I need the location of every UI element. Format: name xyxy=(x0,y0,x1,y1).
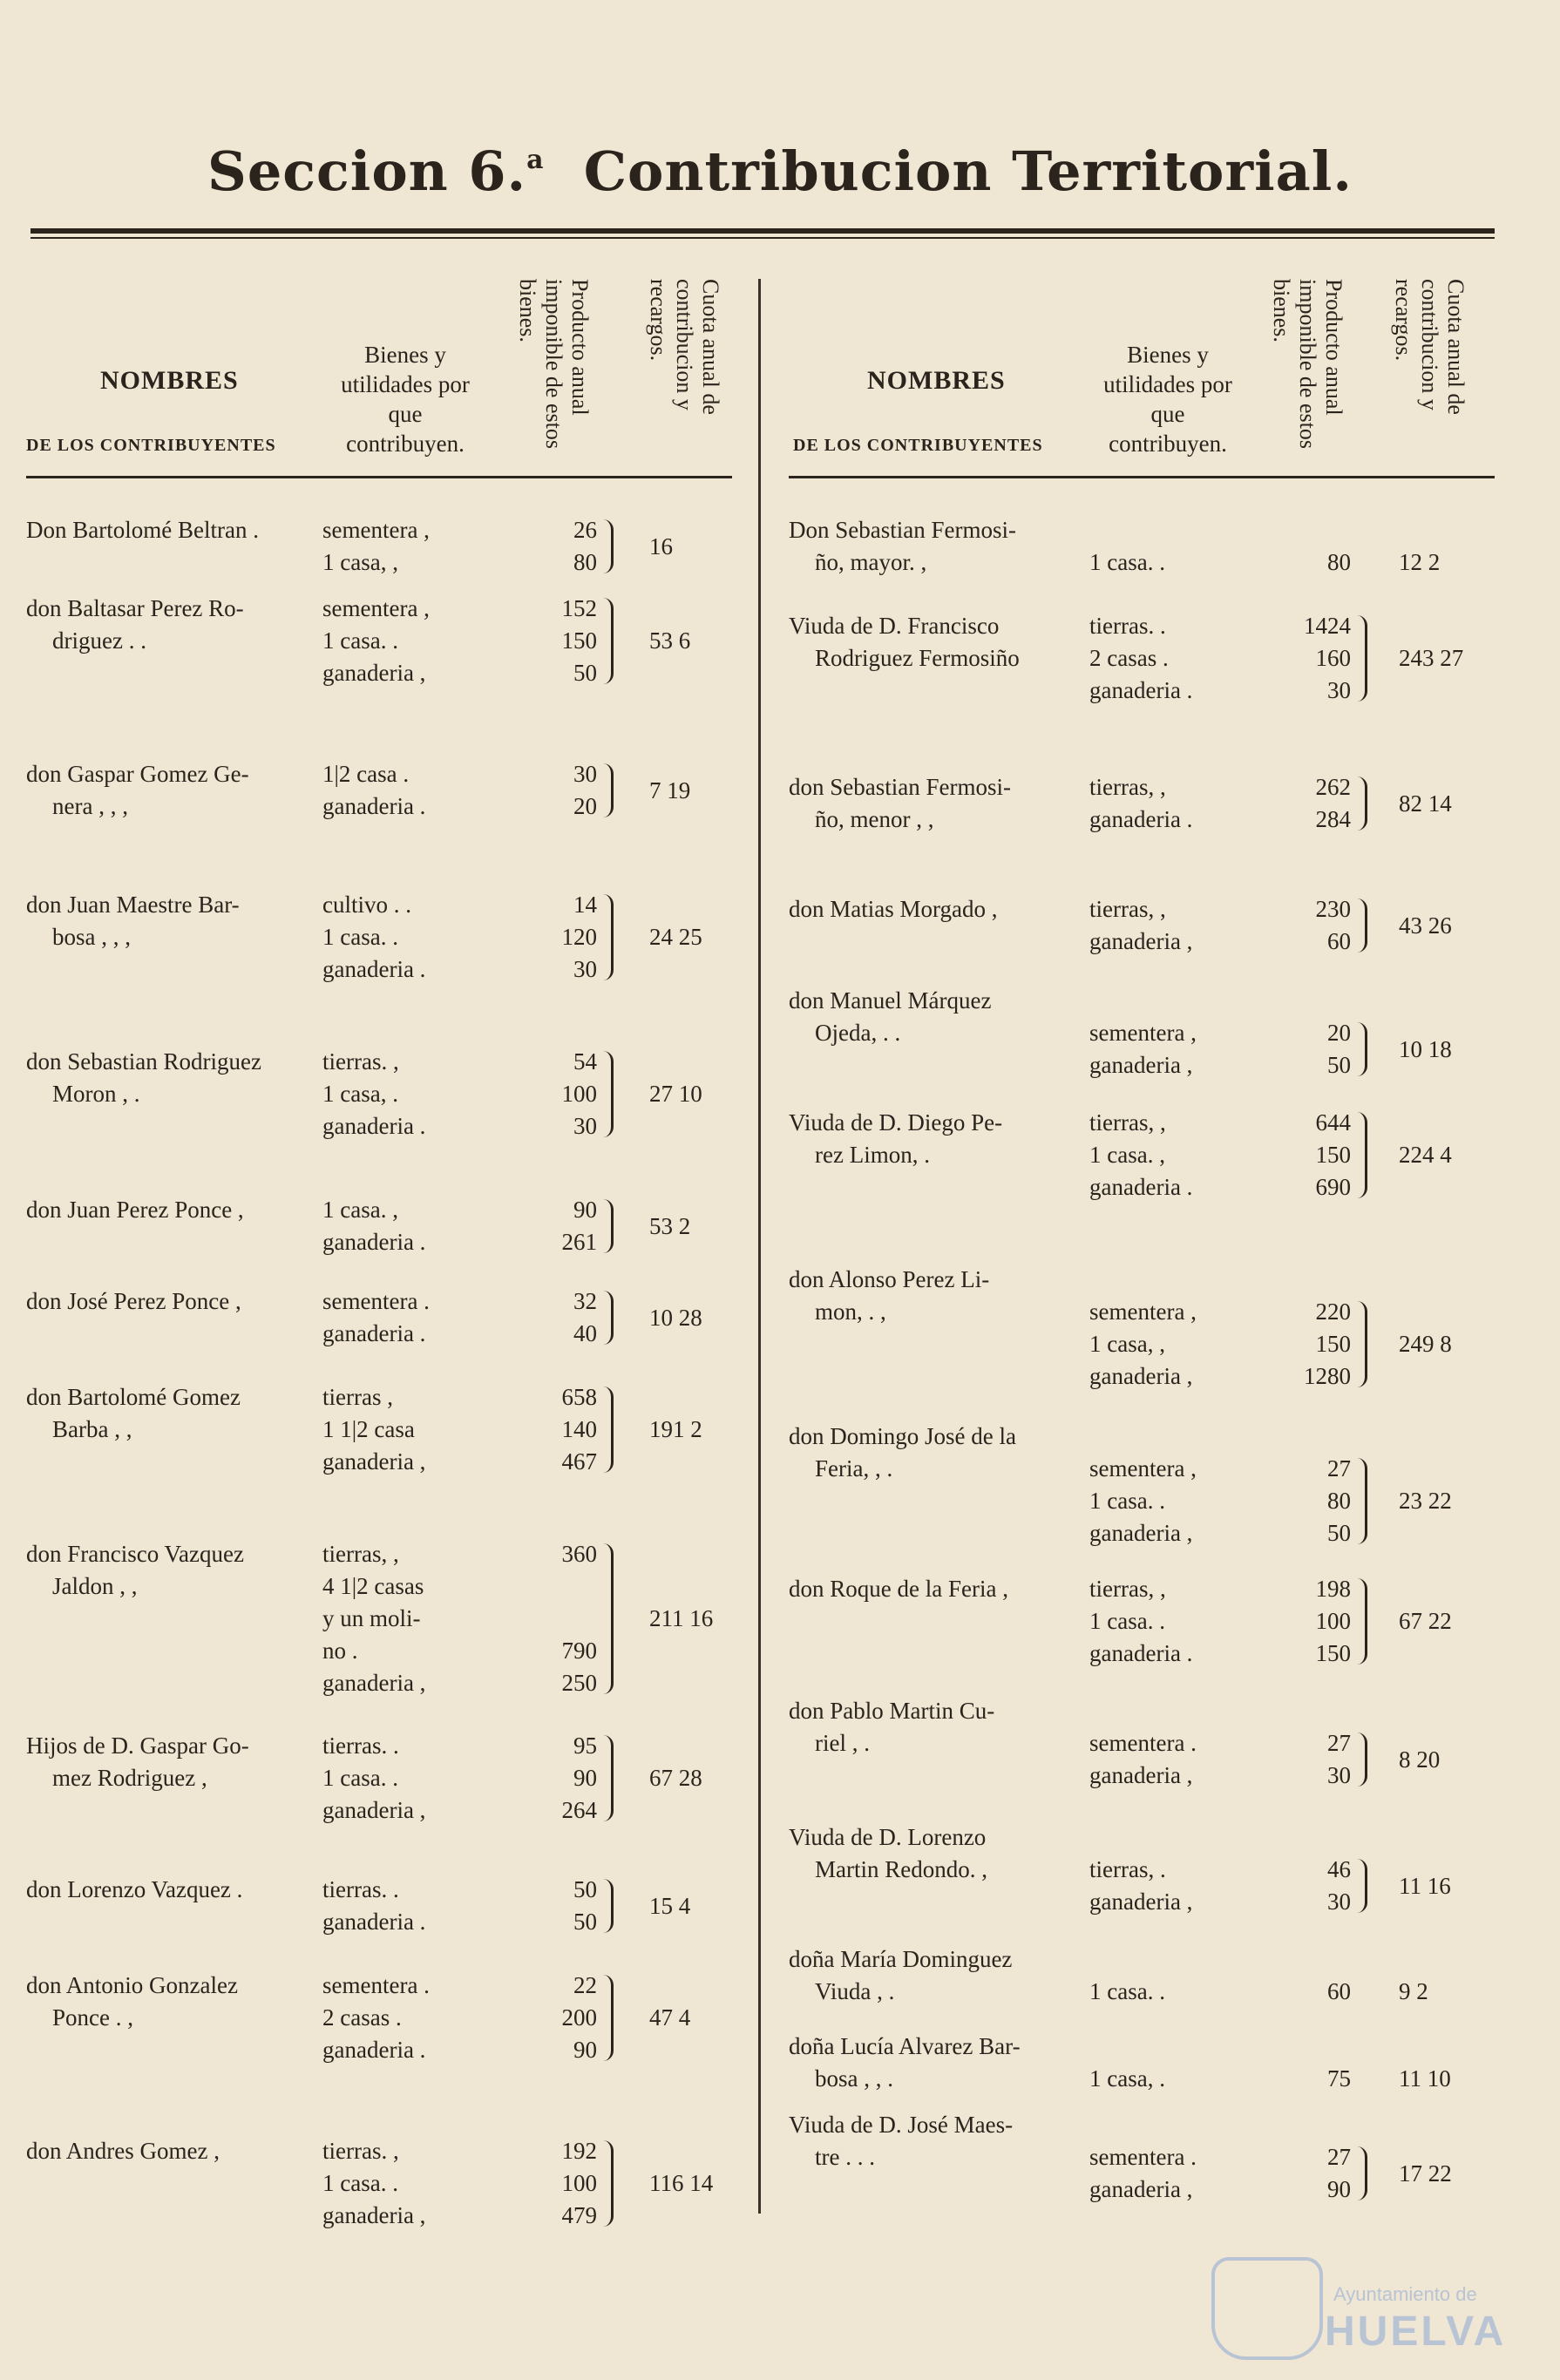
contributor-name-line: mon, . , xyxy=(815,1298,886,1325)
contributor-name xyxy=(26,593,322,657)
bracket-icon xyxy=(599,1291,614,1345)
header-nombres: NOMBRES xyxy=(100,366,239,395)
product-value: 261 xyxy=(561,1229,597,1255)
product-value: 150 xyxy=(561,627,597,654)
property-item: tierras. . xyxy=(322,1876,399,1902)
product-value: 22 xyxy=(573,1972,597,1998)
contributor-name-line: Martin Redondo. , xyxy=(815,1856,987,1882)
property-item: tierras, , xyxy=(1089,1576,1166,1602)
product-value: 690 xyxy=(1315,1174,1351,1200)
product-value: 30 xyxy=(1327,1762,1351,1788)
property-item: ganaderia , xyxy=(1089,1052,1193,1078)
annual-quota: 211 16 xyxy=(649,1605,714,1631)
contributor-name-line: Don Bartolomé Beltran . xyxy=(26,517,259,543)
contributor-name xyxy=(26,1538,322,1603)
property-item: cultivo . . xyxy=(322,892,411,918)
contributor-name-line: Rodriguez Fermosiño xyxy=(815,645,1020,671)
property-item: 1 casa. . xyxy=(322,2170,398,2196)
product-value: 152 xyxy=(561,595,597,621)
bracket-icon xyxy=(599,763,614,817)
page-title xyxy=(0,139,1560,203)
contributor-name-line: bosa , , , xyxy=(52,924,131,950)
product-value: 14 xyxy=(573,892,597,918)
contributor-name-line: don Francisco Vazquez xyxy=(26,1541,244,1567)
contributor-name-line: tre . . . xyxy=(815,2144,875,2170)
property-item: 4 1|2 casas xyxy=(322,1573,424,1599)
annual-quota: 10 28 xyxy=(649,1304,702,1331)
contributor-name-line: don Andres Gomez , xyxy=(26,2138,220,2164)
bracket-icon xyxy=(599,894,614,980)
product-value: 90 xyxy=(573,1765,597,1791)
annual-quota: 27 10 xyxy=(649,1081,702,1107)
property-item: tierras. , xyxy=(322,1048,399,1075)
property-item: ganaderia , xyxy=(322,1448,426,1475)
annual-quota: 11 10 xyxy=(1399,2065,1451,2092)
product-value: 80 xyxy=(1327,549,1351,575)
bracket-icon xyxy=(599,1387,614,1473)
bracket-icon xyxy=(1353,615,1367,702)
property-item: 1 casa. . xyxy=(1089,1608,1165,1634)
contributor-name-line: Viuda de D. Lorenzo xyxy=(789,1824,987,1850)
property-item: ganaderia , xyxy=(322,1670,426,1696)
contributor-name-line: Viuda de D. Francisco xyxy=(789,613,1000,639)
product-value: 479 xyxy=(561,2202,597,2228)
property-item: ganaderia , xyxy=(322,660,426,686)
product-value: 140 xyxy=(561,1416,597,1442)
contributor-name-line: don Pablo Martin Cu- xyxy=(789,1698,995,1724)
product-value: 80 xyxy=(1327,1488,1351,1514)
property-item: 1 casa, , xyxy=(322,549,398,575)
product-value: 192 xyxy=(561,2138,597,2164)
contributor-name-line: Viuda de D. Diego Pe- xyxy=(789,1109,1003,1136)
property-item: ganaderia . xyxy=(1089,1174,1193,1200)
annual-quota: 11 16 xyxy=(1399,1872,1451,1899)
contributor-name-line: Ponce . , xyxy=(52,2004,133,2031)
property-item: 1 1|2 casa xyxy=(322,1416,415,1442)
property-item: 2 casas . xyxy=(322,2004,402,2031)
annual-quota: 82 14 xyxy=(1399,790,1452,817)
coat-of-arms-icon xyxy=(1211,2257,1323,2360)
property-item: ganaderia . xyxy=(1089,677,1193,703)
product-value: 1424 xyxy=(1304,613,1351,639)
product-value: 27 xyxy=(1327,2144,1351,2170)
property-item: 1 casa. . xyxy=(1089,1488,1165,1514)
property-item: tierras. . xyxy=(1089,613,1166,639)
property-item: 1 casa. , xyxy=(1089,1142,1165,1168)
contributor-name xyxy=(789,2031,1085,2095)
contributor-name-line: nera , , , xyxy=(52,793,128,819)
product-value: 40 xyxy=(573,1320,597,1346)
property-item: 1 casa. . xyxy=(1089,549,1165,575)
product-value: 264 xyxy=(561,1797,597,1823)
product-value: 467 xyxy=(561,1448,597,1475)
product-value: 150 xyxy=(1315,1331,1351,1357)
property-item: tierras, , xyxy=(1089,774,1166,800)
contributor-name-line: Ojeda, . . xyxy=(815,1020,901,1046)
contributor-name xyxy=(789,1107,1085,1171)
annual-quota: 23 22 xyxy=(1399,1488,1452,1514)
contributor-name-line: don Juan Perez Ponce , xyxy=(26,1197,244,1223)
header-producto-right: Producto anual imponible de estos bienes. xyxy=(1269,279,1346,449)
contributor-name xyxy=(789,1421,1085,1485)
product-value: 27 xyxy=(1327,1730,1351,1756)
bracket-icon xyxy=(1353,776,1367,831)
property-item: ganaderia , xyxy=(1089,2176,1193,2202)
annual-quota: 24 25 xyxy=(649,924,702,950)
annual-quota: 12 2 xyxy=(1399,549,1441,575)
annual-quota: 243 27 xyxy=(1399,645,1464,671)
property-item: ganaderia . xyxy=(1089,1640,1193,1666)
bracket-icon xyxy=(1353,1458,1367,1544)
right-header xyxy=(793,261,1508,488)
product-value: 75 xyxy=(1327,2065,1351,2092)
top-rule xyxy=(31,228,1495,234)
product-value: 120 xyxy=(561,924,597,950)
property-item: sementera . xyxy=(1089,2144,1197,2170)
stamp-line1: Ayuntamiento de xyxy=(1333,2283,1477,2305)
bracket-icon xyxy=(599,1199,614,1253)
contributor-name-line: don Sebastian Fermosi- xyxy=(789,774,1011,800)
bracket-icon xyxy=(599,519,614,573)
annual-quota: 9 2 xyxy=(1399,1978,1428,2004)
product-value: 30 xyxy=(573,956,597,982)
column-divider xyxy=(758,279,761,2214)
title-section: Seccion 6. xyxy=(207,139,527,203)
header-bienes: Bienes y utilidades por que contribuyen. xyxy=(341,342,470,457)
bracket-icon xyxy=(1353,1112,1367,1198)
property-item: ganaderia . xyxy=(1089,806,1193,832)
contributor-name xyxy=(789,1943,1085,2008)
property-item: sementera . xyxy=(1089,1730,1197,1756)
property-item: sementera , xyxy=(322,595,430,621)
annual-quota: 15 4 xyxy=(649,1892,691,1919)
product-value: 50 xyxy=(573,660,597,686)
property-item: sementera , xyxy=(1089,1298,1197,1325)
product-value: 30 xyxy=(1327,677,1351,703)
contributor-name-line: Jaldon , , xyxy=(52,1573,138,1599)
product-value: 50 xyxy=(573,1876,597,1902)
property-item: tierras. , xyxy=(322,2138,399,2164)
property-item: 1 casa. . xyxy=(322,924,398,950)
contributor-name xyxy=(789,1573,1085,1605)
contributor-name xyxy=(26,1046,322,1110)
contributor-name-line: don Lorenzo Vazquez . xyxy=(26,1876,243,1902)
product-value: 198 xyxy=(1315,1576,1351,1602)
contributor-name-line: bosa , , . xyxy=(815,2065,893,2092)
annual-quota: 53 2 xyxy=(649,1212,691,1239)
contributor-name xyxy=(789,1264,1085,1328)
product-value: 54 xyxy=(573,1048,597,1075)
contributor-name-line: don Juan Maestre Bar- xyxy=(26,892,240,918)
annual-quota: 7 19 xyxy=(649,776,691,804)
product-value: 100 xyxy=(561,1081,597,1107)
left-header xyxy=(26,261,741,488)
property-item: ganaderia . xyxy=(322,2037,426,2063)
product-value: 26 xyxy=(573,517,597,543)
property-item: 1 casa. . xyxy=(1089,1978,1165,2004)
annual-quota: 67 28 xyxy=(649,1765,702,1791)
contributor-name xyxy=(26,514,322,546)
contributor-name xyxy=(26,1874,322,1906)
product-value: 32 xyxy=(573,1288,597,1314)
contributor-name-line: mez Rodriguez , xyxy=(52,1765,207,1791)
bracket-icon xyxy=(599,1051,614,1137)
annual-quota: 224 4 xyxy=(1399,1142,1452,1168)
contributor-name-line: rez Limon, . xyxy=(815,1142,930,1168)
contributor-name xyxy=(26,889,322,953)
product-value: 150 xyxy=(1315,1640,1351,1666)
product-value: 30 xyxy=(1327,1888,1351,1915)
product-value: 30 xyxy=(573,1113,597,1139)
contributor-name-line: ño, mayor. , xyxy=(815,549,927,575)
product-value: 250 xyxy=(561,1670,597,1696)
property-item: ganaderia , xyxy=(1089,1363,1193,1389)
property-item: ganaderia , xyxy=(1089,928,1193,954)
property-item: 1 casa, . xyxy=(1089,2065,1165,2092)
contributor-name xyxy=(26,1285,322,1318)
property-item: ganaderia , xyxy=(1089,1888,1193,1915)
contributor-name xyxy=(789,771,1085,836)
watermark-stamp xyxy=(1203,2257,1507,2355)
annual-quota: 191 2 xyxy=(649,1416,702,1442)
title-sup: a xyxy=(526,145,545,175)
bracket-icon xyxy=(599,1735,614,1821)
header-nombres-right: NOMBRES xyxy=(867,366,1006,395)
contributor-name-line: don José Perez Ponce , xyxy=(26,1288,241,1314)
header-de-los: DE LOS CONTRIBUYENTES xyxy=(26,436,276,455)
contributor-name xyxy=(26,1970,322,2034)
contributor-name xyxy=(26,1730,322,1794)
bracket-icon xyxy=(1353,1732,1367,1787)
contributor-name xyxy=(789,514,1085,579)
contributor-name xyxy=(26,2135,322,2167)
property-item: tierras, , xyxy=(1089,1109,1166,1136)
product-value: 50 xyxy=(1327,1052,1351,1078)
property-item: ganaderia , xyxy=(1089,1762,1193,1788)
property-item: y un moli- xyxy=(322,1605,421,1631)
property-item: ganaderia . xyxy=(322,956,426,982)
contributor-name-line: driguez . . xyxy=(52,627,146,654)
bracket-icon xyxy=(1353,898,1367,953)
property-item: tierras, , xyxy=(1089,896,1166,922)
product-value: 27 xyxy=(1327,1455,1351,1482)
contributor-name-line: ño, menor , , xyxy=(815,806,934,832)
annual-quota: 43 26 xyxy=(1399,912,1452,939)
property-item: ganaderia . xyxy=(322,793,426,819)
property-item: ganaderia . xyxy=(322,1909,426,1935)
product-value: 46 xyxy=(1327,1856,1351,1882)
product-value: 790 xyxy=(561,1638,597,1664)
contributor-name-line: Don Sebastian Fermosi- xyxy=(789,517,1016,543)
product-value: 60 xyxy=(1327,928,1351,954)
header-de-los-right: DE LOS CONTRIBUYENTES xyxy=(793,436,1043,455)
contributor-name-line: Barba , , xyxy=(52,1416,132,1442)
right-header-rule xyxy=(789,476,1495,478)
contributor-name-line: Hijos de D. Gaspar Go- xyxy=(26,1732,249,1759)
product-value: 50 xyxy=(573,1909,597,1935)
bracket-icon xyxy=(599,598,614,684)
bracket-icon xyxy=(1353,1022,1367,1076)
contributor-name-line: don Domingo José de la xyxy=(789,1423,1016,1449)
product-value: 200 xyxy=(561,2004,597,2031)
product-value: 658 xyxy=(561,1384,597,1410)
contributor-name-line: don Bartolomé Gomez xyxy=(26,1384,241,1410)
contributor-name xyxy=(789,610,1085,675)
annual-quota: 249 8 xyxy=(1399,1331,1452,1357)
product-value: 360 xyxy=(561,1541,597,1567)
property-item: sementera , xyxy=(1089,1455,1197,1482)
property-item: 1 casa, . xyxy=(322,1081,398,1107)
contributor-name xyxy=(26,1381,322,1446)
product-value: 20 xyxy=(1327,1020,1351,1046)
contributor-name-line: don Baltasar Perez Ro- xyxy=(26,595,244,621)
property-item: sementera , xyxy=(1089,1020,1197,1046)
property-item: ganaderia . xyxy=(322,1229,426,1255)
property-item: tierras, . xyxy=(1089,1856,1166,1882)
contributor-name-line: don Roque de la Feria , xyxy=(789,1576,1008,1602)
product-value: 220 xyxy=(1315,1298,1351,1325)
contributor-name-line: doña María Dominguez xyxy=(789,1946,1013,1972)
product-value: 50 xyxy=(1327,1520,1351,1546)
property-item: sementera . xyxy=(322,1288,430,1314)
product-value: 90 xyxy=(573,2037,597,2063)
contributor-name-line: don Matias Morgado , xyxy=(789,896,998,922)
annual-quota: 16 xyxy=(649,532,673,559)
property-item: 1 casa. . xyxy=(322,627,398,654)
property-item: ganaderia , xyxy=(1089,1520,1193,1546)
annual-quota: 116 14 xyxy=(649,2170,714,2196)
contributor-name xyxy=(789,2109,1085,2173)
property-item: ganaderia . xyxy=(322,1113,426,1139)
annual-quota: 17 22 xyxy=(1399,2160,1452,2187)
property-item: ganaderia , xyxy=(322,1797,426,1823)
product-value: 95 xyxy=(573,1732,597,1759)
contributor-name xyxy=(789,1695,1085,1760)
property-item: 2 casas . xyxy=(1089,645,1169,671)
property-item: sementera , xyxy=(322,517,430,543)
product-value: 644 xyxy=(1315,1109,1351,1136)
title-rest: Contribucion Territorial. xyxy=(583,139,1353,203)
left-header-rule xyxy=(26,476,732,478)
annual-quota: 53 6 xyxy=(649,627,691,654)
header-cuota-right: Cuota anual de contribucion y recargos. xyxy=(1391,279,1468,415)
bracket-icon xyxy=(1353,2146,1367,2200)
property-item: tierras. . xyxy=(322,1732,399,1759)
product-value: 90 xyxy=(573,1197,597,1223)
contributor-name-line: don Manuel Márquez xyxy=(789,987,992,1014)
contributor-name-line: Viuda de D. José Maes- xyxy=(789,2112,1014,2138)
product-value: 20 xyxy=(573,793,597,819)
contributor-name-line: Viuda , . xyxy=(815,1978,895,2004)
contributor-name xyxy=(789,893,1085,926)
property-item: tierras, , xyxy=(322,1541,399,1567)
contributor-name xyxy=(26,1194,322,1226)
product-value: 284 xyxy=(1315,806,1351,832)
annual-quota: 47 4 xyxy=(649,2004,691,2031)
annual-quota: 8 20 xyxy=(1399,1746,1441,1773)
property-item: 1|2 casa . xyxy=(322,761,410,787)
contributor-name-line: riel , . xyxy=(815,1730,870,1756)
header-bienes-right: Bienes y utilidades por que contribuyen. xyxy=(1103,342,1232,457)
product-value: 150 xyxy=(1315,1142,1351,1168)
bracket-icon xyxy=(1353,1578,1367,1665)
property-item: 1 casa. , xyxy=(322,1197,398,1223)
property-item: no . xyxy=(322,1638,358,1664)
property-item: 1 casa, , xyxy=(1089,1331,1165,1357)
product-value: 80 xyxy=(573,549,597,575)
property-item: 1 casa. . xyxy=(322,1765,398,1791)
product-value: 100 xyxy=(1315,1608,1351,1634)
contributor-name-line: Moron , . xyxy=(52,1081,140,1107)
stamp-line2: HUELVA xyxy=(1325,2309,1507,2355)
header-producto: Producto anual imponible de estos bienes. xyxy=(515,279,593,449)
annual-quota: 67 22 xyxy=(1399,1608,1452,1634)
contributor-name-line: doña Lucía Alvarez Bar- xyxy=(789,2033,1021,2059)
bracket-icon xyxy=(599,1879,614,1933)
property-item: tierras , xyxy=(322,1384,393,1410)
product-value: 30 xyxy=(573,761,597,787)
contributor-name-line: don Alonso Perez Li- xyxy=(789,1266,990,1292)
product-value: 90 xyxy=(1327,2176,1351,2202)
property-item: ganaderia , xyxy=(322,2202,426,2228)
contributor-name-line: Feria, , . xyxy=(815,1455,893,1482)
annual-quota: 10 18 xyxy=(1399,1035,1452,1062)
bracket-icon xyxy=(599,2140,614,2227)
contributor-name-line: don Antonio Gonzalez xyxy=(26,1972,238,1998)
contributor-name xyxy=(26,758,322,823)
top-rule-thin xyxy=(31,237,1495,239)
contributor-name-line: don Gaspar Gomez Ge- xyxy=(26,761,249,787)
bracket-icon xyxy=(1353,1301,1367,1387)
header-cuota: Cuota anual de contribucion y recargos. xyxy=(646,279,723,415)
bracket-icon xyxy=(599,1975,614,2061)
product-value: 100 xyxy=(561,2170,597,2196)
product-value: 60 xyxy=(1327,1978,1351,2004)
bracket-icon xyxy=(599,1543,614,1694)
product-value: 1280 xyxy=(1304,1363,1351,1389)
contributor-name xyxy=(789,1821,1085,1886)
product-value: 160 xyxy=(1315,645,1351,671)
contributor-name xyxy=(789,985,1085,1049)
property-item: sementera . xyxy=(322,1972,430,1998)
contributor-name-line: don Sebastian Rodriguez xyxy=(26,1048,261,1075)
product-value: 230 xyxy=(1315,896,1351,922)
product-value: 262 xyxy=(1315,774,1351,800)
property-item: ganaderia . xyxy=(322,1320,426,1346)
bracket-icon xyxy=(1353,1859,1367,1913)
